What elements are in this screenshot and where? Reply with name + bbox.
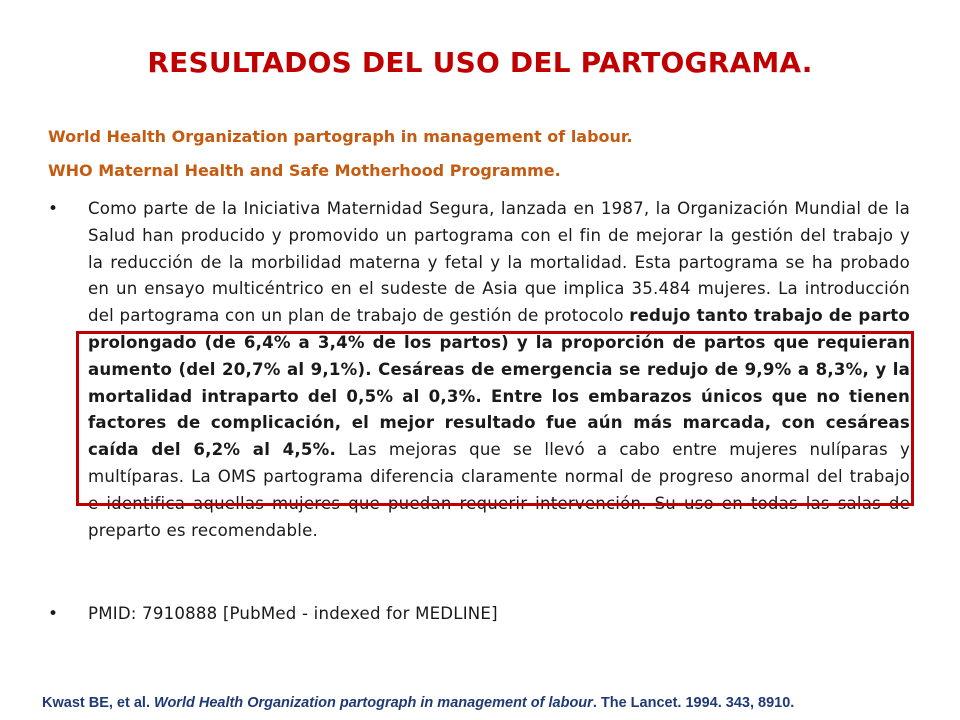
programme-title: WHO Maternal Health and Safe Motherhood Programme. <box>48 161 561 180</box>
citation-authors: Kwast BE, et al. <box>42 695 155 711</box>
citation-journal: . The Lancet. 1994. 343, 8910. <box>592 695 795 711</box>
article-title: World Health Organization partograph in management of labour. <box>48 127 633 146</box>
summary-paragraph <box>88 196 910 544</box>
pmid-reference: PMID: 7910888 [PubMed - indexed for MEDLINE] <box>88 604 498 623</box>
bullet-marker: • <box>48 604 59 624</box>
citation-title: World Health Organization partograph in management of labour <box>154 695 593 711</box>
paragraph-intro: Como parte de la Iniciativa Maternidad Segura, lanzada en 1987, la Organización Mundial de la Salud han producido y promovido un partograma con el fin de mejorar la gestión del trabajo y la reducción de la morbilidad materna y fetal y la mortalidad. Esta partograma se ha probado en un ensayo multicéntrico en el sudeste de Asia que implica 35.484 mujeres. La introducción del partograma con un plan de trabajo de gestión de protocolo <box>88 199 910 326</box>
citation <box>42 695 794 711</box>
slide-title: RESULTADOS DEL USO DEL PARTOGRAMA. <box>147 46 813 79</box>
paragraph-results: redujo tanto trabajo de parto prolongado (de 6,4% a 3,4% de los partos) y la proporción de partos que requieran aumento (del 20,7% al 9,1%). Cesáreas de emergencia se redujo de 9,9% a 8,3%, y la mortalidad intraparto del 0,5% al 0,3%. Entre los embarazos únicos que no tienen factores de complicación, el mejor resultado fue aún más marcada, con cesáreas caída del 6,2% al 4,5%. <box>88 306 910 460</box>
paragraph-outro: Las mejoras que se llevó a cabo entre mujeres nulíparas y multíparas. La OMS partograma diferencia claramente normal de progreso anormal del trabajo e identifica aquellas mujeres que puedan requerir intervención. Su uso en todas las salas de preparto es recomendable. <box>88 440 910 540</box>
bullet-marker: • <box>48 199 59 219</box>
